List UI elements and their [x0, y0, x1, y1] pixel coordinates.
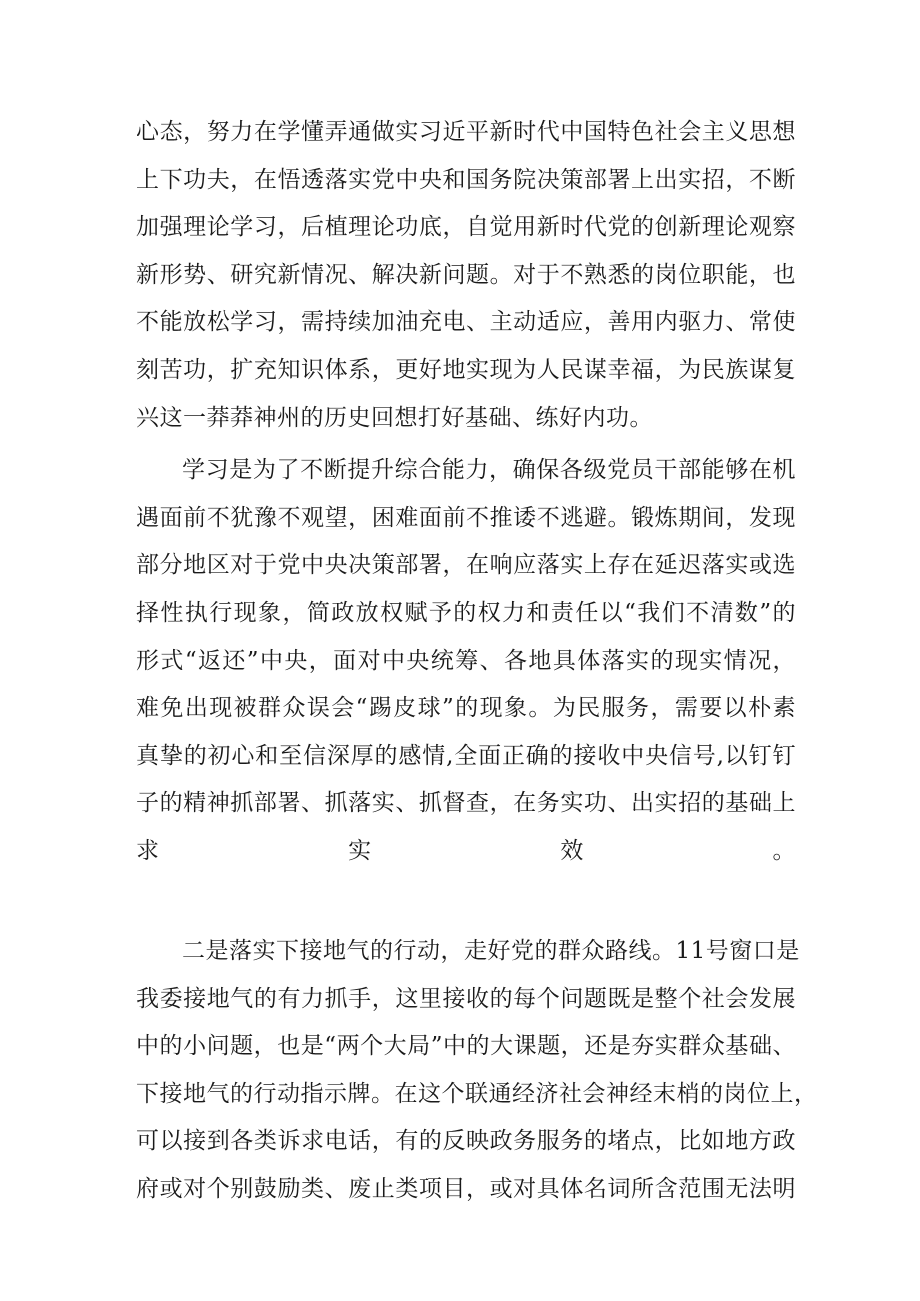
text-line: 我委接地气的有力抓手，这里接收的每个问题既是整个社会发展 [136, 985, 796, 1012]
text-line: 形式“返还”中央，面对中央统筹、各地具体落实的现实情况， [136, 647, 796, 674]
paragraph-grassroots [136, 928, 818, 1214]
text-line [136, 876, 796, 924]
text-line: 学习是为了不断提升综合能力，确保各级党员干部能够在机 [182, 457, 796, 484]
document-body [136, 109, 818, 1214]
text-line: 刻苦功，扩充知识体系，更好地实现为人民谋幸福，为民族谋复 [136, 356, 796, 383]
text-line: 下接地气的行动指示牌。在这个联通经济社会神经末梢的岗位上， [136, 1080, 818, 1107]
text-line: 难免出现被群众误会“踢皮球”的现象。为民服务，需要以朴素 [136, 695, 796, 722]
text-line: 心态，努力在学懂弄通做实习近平新时代中国特色社会主义思想 [136, 119, 796, 145]
text-line: 择性执行现象，简政放权赋予的权力和责任以“我们不清数”的 [136, 599, 796, 626]
text-line: 兴这一莽莽神州的历史回想打好基础、练好内功。 [136, 404, 653, 431]
text-line: 中的小问题，也是“两个大局”中的大课题，还是夯实群众基础、 [136, 1033, 796, 1060]
text-line: 二是落实下接地气的行动，走好党的群众路线。11号窗口是 [182, 938, 800, 965]
paragraph-continuation [136, 109, 796, 442]
paragraph-study [136, 447, 796, 923]
text-line: 加强理论学习，后植理论功底，自觉用新时代党的创新理论观察 [136, 214, 796, 241]
text-line: 上下功夫，在悟透落实党中央和国务院决策部署上出实招，不断 [136, 166, 796, 193]
text-line: 求实效。 [136, 837, 796, 864]
text-line: 部分地区对于党中央决策部署，在响应落实上存在延迟落实或选 [136, 552, 796, 579]
text-line: 遇面前不犹豫不观望，困难面前不推诿不逃避。锻炼期间，发现 [136, 504, 796, 531]
text-line: 不能放松学习，需持续加油充电、主动适应，善用内驱力、常使 [136, 309, 796, 336]
text-line: 真挚的初心和至信深厚的感情,全面正确的接收中央信号,以钉钉 [136, 742, 796, 769]
text-line: 府或对个别鼓励类、废止类项目，或对具体名词所含范围无法明 [136, 1176, 796, 1203]
text-line: 新形势、研究新情况、解决新问题。对于不熟悉的岗位职能，也 [136, 261, 796, 288]
text-line: 可以接到各类诉求电话，有的反映政务服务的堵点，比如地方政 [136, 1128, 796, 1155]
text-line: 子的精神抓部署、抓落实、抓督查，在务实功、出实招的基础上 [136, 790, 796, 817]
